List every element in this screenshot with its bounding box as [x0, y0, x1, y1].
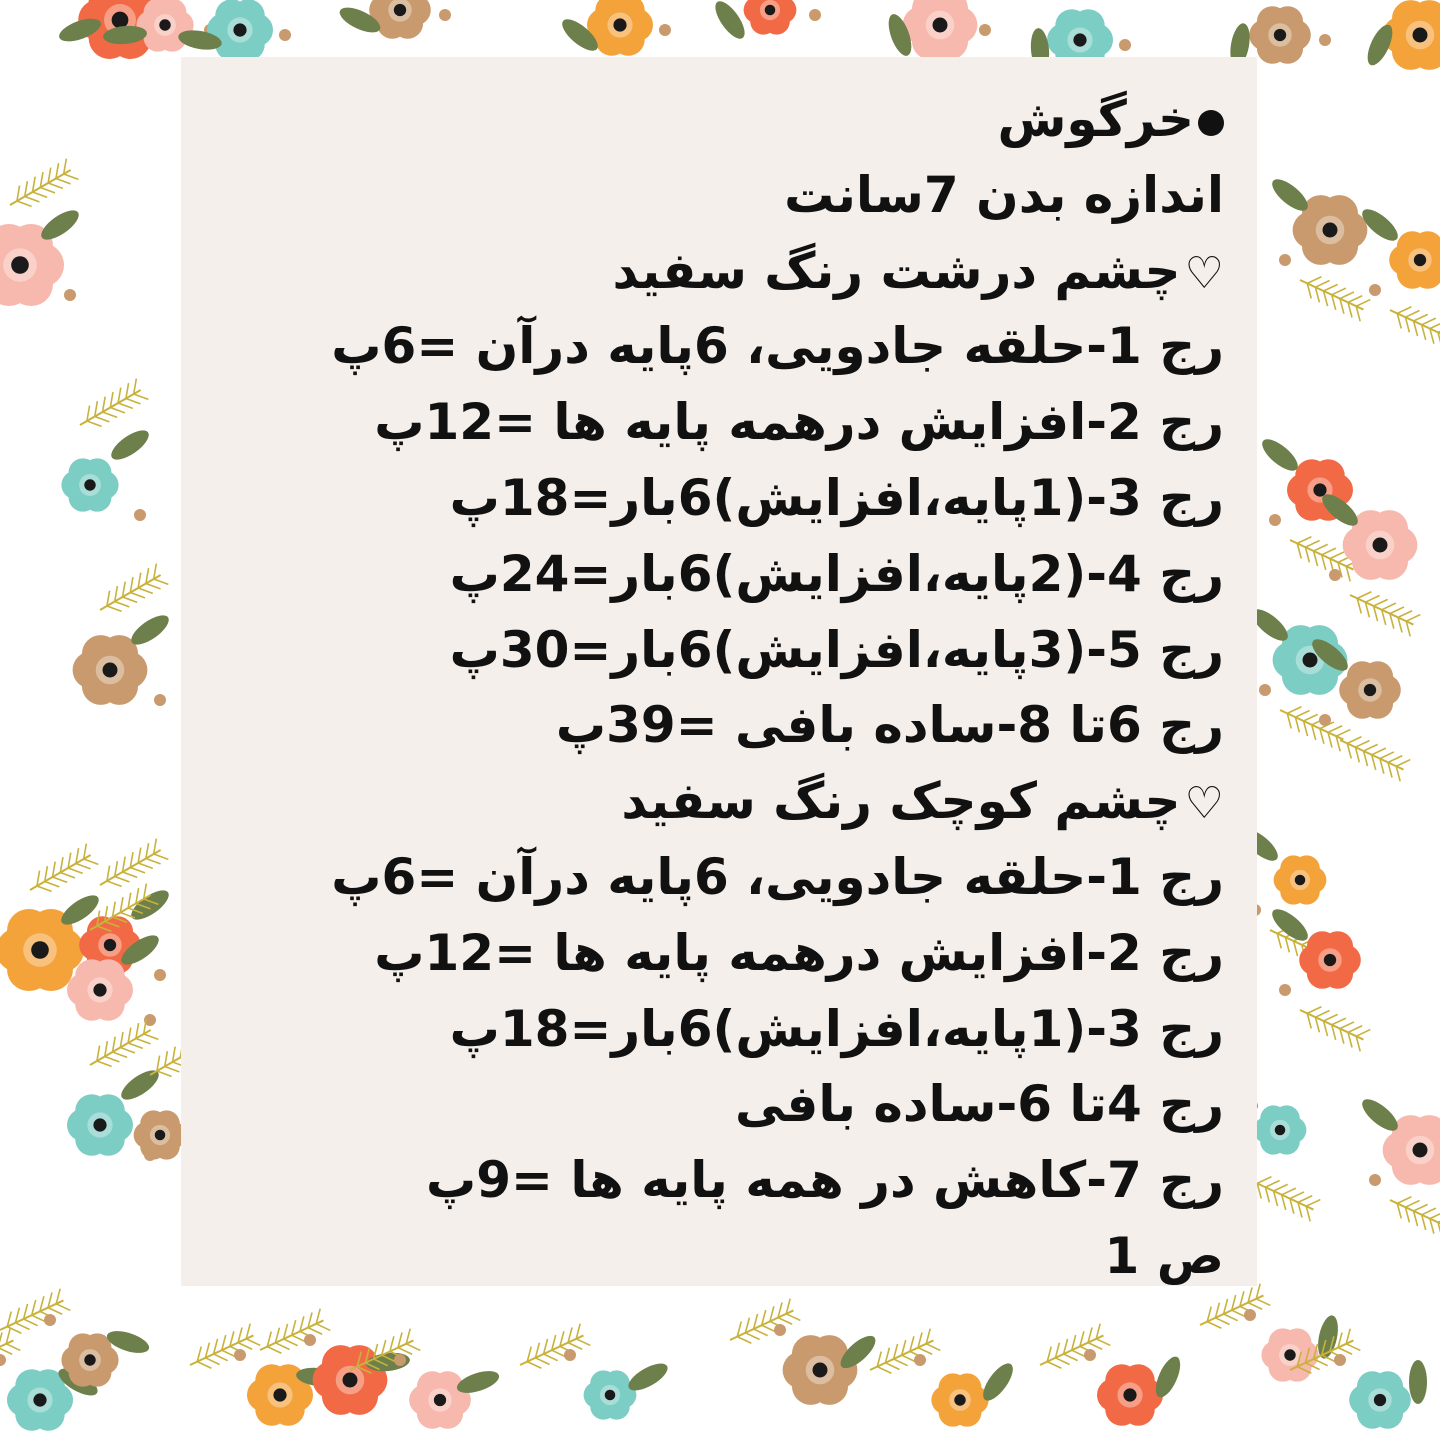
berry-icon	[234, 1349, 246, 1361]
flower-icon	[1274, 855, 1327, 904]
berry-icon	[1119, 39, 1131, 51]
berry-icon	[154, 969, 166, 981]
flower-icon	[1349, 1371, 1411, 1428]
flower-icon	[1299, 931, 1361, 988]
leaf-icon	[1267, 174, 1312, 216]
berry-icon	[304, 1334, 316, 1346]
leaf-icon	[127, 610, 173, 650]
berry-icon	[1329, 569, 1341, 581]
berry-icon	[64, 289, 76, 301]
flower-icon	[584, 1370, 637, 1419]
flower-icon	[207, 0, 273, 61]
row-line: رج 7-کاهش در همه پایه ها =9پ	[425, 1151, 1224, 1210]
pine-sprig-icon	[74, 379, 148, 436]
berry-icon	[394, 1354, 406, 1366]
berry-icon	[659, 24, 671, 36]
pine-sprig-icon	[255, 1309, 330, 1361]
berry-icon	[0, 1354, 6, 1366]
flower-icon	[1339, 661, 1401, 718]
flower-icon	[931, 1373, 988, 1426]
section-heading-small-eye: ♡چشم کوچک رنگ سفید	[621, 772, 1224, 831]
pine-sprig-icon	[1295, 999, 1370, 1051]
pine-sprig-icon	[94, 564, 168, 621]
pine-sprig-icon	[515, 1324, 590, 1376]
leaf-icon	[710, 0, 750, 43]
row-line: رج 4تا 6-ساده بافی	[735, 1075, 1224, 1134]
heart-outline-icon: ♡	[1184, 778, 1224, 830]
pine-sprig-icon	[0, 1289, 70, 1341]
berry-icon	[439, 9, 451, 21]
flower-icon	[67, 1094, 133, 1156]
row-line: رج 3-(1پایه،افزایش)6بار=18پ	[449, 468, 1224, 527]
row-line: رج 5-(3پایه،افزایش)6بار=30پ	[449, 620, 1224, 679]
section-heading-large-eye: ♡چشم درشت رنگ سفید	[612, 241, 1224, 300]
leaf-icon	[37, 205, 83, 245]
berry-icon	[564, 1349, 576, 1361]
page-marker: ص 1	[1104, 1226, 1224, 1285]
berry-icon	[1319, 714, 1331, 726]
berry-icon	[1269, 514, 1281, 526]
pattern-title: خرگوش	[331, 82, 1224, 158]
berry-icon	[154, 694, 166, 706]
row-line: رج 2-افزایش درهمه پایه ها =12پ	[374, 393, 1224, 452]
pine-sprig-icon	[865, 1329, 940, 1381]
pine-sprig-icon	[84, 1019, 158, 1076]
row-line: رج 6تا 8-ساده بافی =39پ	[555, 696, 1224, 755]
berry-icon	[1279, 254, 1291, 266]
row-line: رج 1-حلقه جادویی، 6پایه درآن =6پ	[331, 317, 1224, 376]
berry-icon	[1279, 984, 1291, 996]
leaf-icon	[1357, 1094, 1402, 1136]
pine-sprig-icon	[725, 1299, 800, 1351]
row-line: رج 1-حلقه جادویی، 6پایه درآن =6پ	[331, 847, 1224, 906]
size-line: اندازه بدن 7سانت	[784, 165, 1224, 224]
flower-icon	[1097, 1364, 1163, 1426]
leaf-icon	[107, 425, 153, 465]
pine-sprig-icon	[1295, 269, 1370, 321]
pine-sprig-icon	[1385, 299, 1440, 351]
heart-outline-icon: ♡	[1184, 247, 1224, 299]
pine-sprig-icon	[1385, 1189, 1440, 1241]
berry-icon	[1319, 34, 1331, 46]
pine-sprig-icon	[1335, 729, 1410, 781]
flower-icon	[1261, 1328, 1318, 1381]
pine-sprig-icon	[1345, 584, 1420, 636]
flower-icon	[73, 635, 148, 705]
leaf-icon	[978, 1359, 1018, 1405]
flower-icon	[783, 1335, 858, 1405]
pine-sprig-icon	[0, 1329, 20, 1381]
flower-icon	[1254, 1105, 1307, 1154]
row-line: رج 3-(1پایه،افزایش)6بار=18پ	[449, 999, 1224, 1058]
berry-icon	[134, 509, 146, 521]
berry-icon	[809, 9, 821, 21]
flower-icon	[409, 1371, 471, 1428]
pine-sprig-icon	[24, 844, 98, 901]
flower-icon	[134, 1110, 187, 1159]
flower-icon	[903, 0, 978, 60]
bullet-icon	[1198, 110, 1224, 136]
pine-sprig-icon	[1035, 1324, 1110, 1376]
pine-sprig-icon	[4, 159, 78, 216]
berry-icon	[914, 1354, 926, 1366]
pine-sprig-icon	[1275, 699, 1350, 751]
leaf-icon	[1257, 434, 1302, 476]
pattern-text	[331, 82, 1224, 1295]
berry-icon	[1369, 1174, 1381, 1186]
flower-icon	[369, 0, 431, 39]
flower-icon	[1389, 231, 1440, 288]
row-line: رج 2-افزایش درهمه پایه ها =12پ	[374, 923, 1224, 982]
berry-icon	[774, 1324, 786, 1336]
pine-sprig-icon	[94, 839, 168, 896]
flower-icon	[744, 0, 797, 35]
leaf-icon	[1409, 1360, 1427, 1404]
berry-icon	[1334, 1354, 1346, 1366]
flower-icon	[61, 458, 118, 511]
row-line: رج 4-(2پایه،افزایش)6بار=24پ	[449, 544, 1224, 603]
berry-icon	[1244, 1309, 1256, 1321]
pine-sprig-icon	[185, 1324, 260, 1376]
berry-icon	[979, 24, 991, 36]
berry-icon	[1369, 284, 1381, 296]
berry-icon	[44, 1314, 56, 1326]
flower-icon	[1249, 6, 1311, 63]
berry-icon	[1259, 684, 1271, 696]
berry-icon	[279, 29, 291, 41]
berry-icon	[1084, 1349, 1096, 1361]
